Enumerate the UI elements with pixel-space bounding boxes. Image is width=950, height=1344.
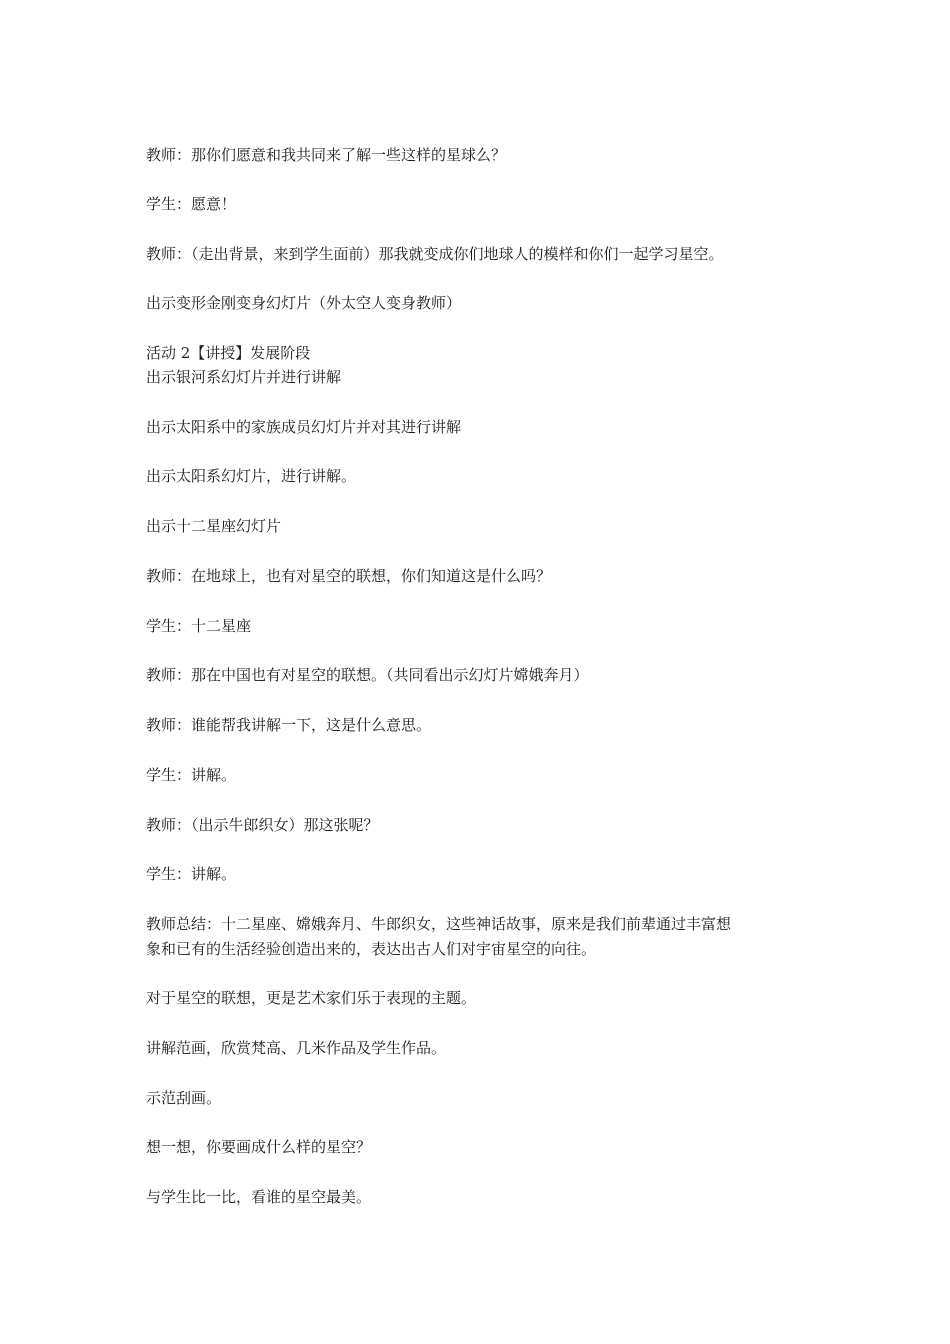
- paragraph-teacher-summary-line-2: 象和已有的生活经验创造出来的，表达出古人们对宇宙星空的向往。: [146, 940, 597, 958]
- paragraph-teacher-cowherd: 教师：（出示牛郎织女）那这张呢？: [146, 816, 379, 834]
- paragraph-show-transformer-slide: 出示变形金刚变身幻灯片（外太空人变身教师）: [146, 294, 462, 312]
- paragraph-artist-theme: 对于星空的联想，更是艺术家们乐于表现的主题。: [146, 989, 477, 1007]
- paragraph-solar-family-slide: 出示太阳系中的家族成员幻灯片并对其进行讲解: [146, 418, 462, 436]
- paragraph-galaxy-slide: 出示银河系幻灯片并进行讲解: [146, 368, 342, 386]
- paragraph-compare: 与学生比一比，看谁的星空最美。: [146, 1188, 372, 1206]
- paragraph-student-explain-2: 学生：讲解。: [146, 865, 237, 883]
- paragraph-demo-scratch-art: 示范刮画。: [146, 1089, 222, 1107]
- paragraph-student-willing: 学生：愿意！: [146, 195, 237, 213]
- activity-heading: 活动 2【讲授】发展阶段: [146, 344, 311, 362]
- paragraph-solar-system-slide: 出示太阳系幻灯片，进行讲解。: [146, 467, 357, 485]
- paragraph-teacher-invite: 教师：那你们愿意和我共同来了解一些这样的星球么？: [146, 146, 507, 164]
- paragraph-appreciate-works: 讲解范画，欣赏梵高、几米作品及学生作品。: [146, 1039, 447, 1057]
- paragraph-teacher-transform: 教师：（走出背景，来到学生面前）那我就变成你们地球人的模样和你们一起学习星空。: [146, 245, 724, 263]
- paragraph-teacher-china-association: 教师：那在中国也有对星空的联想。（共同看出示幻灯片嫦娥奔月）: [146, 666, 589, 684]
- paragraph-student-zodiac: 学生：十二星座: [146, 617, 252, 635]
- paragraph-think-question: 想一想，你要画成什么样的星空？: [146, 1138, 372, 1156]
- paragraph-zodiac-slide: 出示十二星座幻灯片: [146, 517, 282, 535]
- paragraph-teacher-explain-request: 教师：谁能帮我讲解一下，这是什么意思。: [146, 716, 432, 734]
- paragraph-student-explain-1: 学生：讲解。: [146, 766, 237, 784]
- paragraph-teacher-earth-association: 教师：在地球上，也有对星空的联想，你们知道这是什么吗？: [146, 567, 552, 585]
- paragraph-teacher-summary-line-1: 教师总结：十二星座、嫦娥奔月、牛郎织女，这些神话故事，原来是我们前辈通过丰富想: [146, 915, 732, 933]
